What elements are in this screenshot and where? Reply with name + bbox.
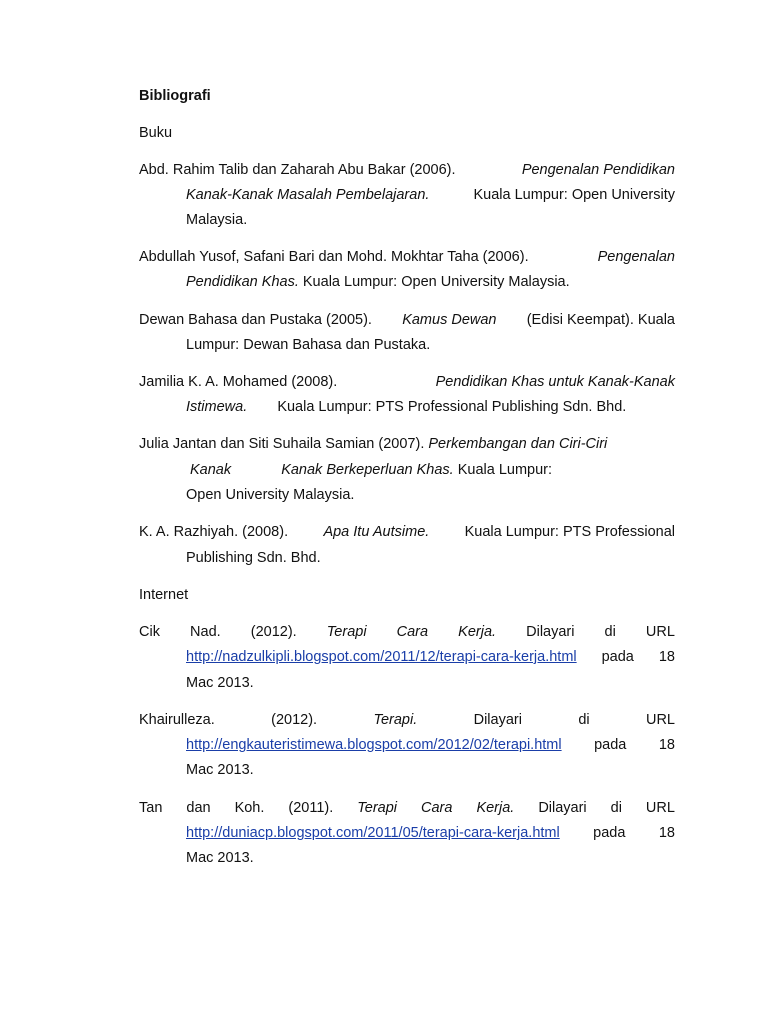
- ref-word: Dilayari: [526, 624, 575, 640]
- ref-word: Cara: [421, 800, 453, 816]
- ref-word: Cara: [396, 624, 429, 640]
- ref-title: Apa Itu Autsime.: [323, 524, 430, 540]
- ref-title: Kanak Berkeperluan Khas.: [281, 462, 454, 478]
- ref-title: Pendidikan Khas.: [186, 274, 299, 290]
- ref-publisher: Kuala Lumpur: Open University: [473, 187, 675, 203]
- ref-word: Koh.: [234, 800, 265, 816]
- reference-7-line-2: [186, 649, 675, 665]
- reference-8-line-1: [139, 712, 675, 728]
- ref-word: pada: [601, 649, 634, 665]
- ref-title: Pendidikan Khas untuk Kanak-Kanak: [435, 374, 675, 390]
- ref-word: Cik: [139, 624, 160, 640]
- ref-word: (2011).: [288, 800, 334, 816]
- reference-6-line-1: [139, 524, 675, 540]
- ref-word: Kerja.: [458, 624, 497, 640]
- reference-5-line-2: [190, 462, 552, 478]
- reference-5-line-3: Open University Malaysia.: [186, 487, 355, 503]
- ref-word: 18: [658, 737, 675, 753]
- reference-3-line-2: Lumpur: Dewan Bahasa dan Pustaka.: [186, 337, 431, 353]
- reference-7-url-link[interactable]: http://nadzulkipli.blogspot.com/2011/12/terapi-cara-kerja.html: [186, 649, 577, 665]
- ref-word: di: [604, 624, 616, 640]
- reference-1-line-1: [139, 162, 675, 178]
- ref-edition: (Edisi Keempat). Kuala: [526, 312, 675, 328]
- reference-9-line-1: [139, 800, 675, 816]
- ref-word: dan: [186, 800, 211, 816]
- ref-publisher: Kuala Lumpur: Open University Malaysia.: [302, 274, 570, 290]
- ref-author: Jamilia K. A. Mohamed (2008).: [139, 374, 338, 390]
- reference-8-url-link[interactable]: http://engkauteristimewa.blogspot.com/2012/02/terapi.html: [186, 737, 562, 753]
- ref-word: di: [610, 800, 622, 816]
- reference-7-line-1: [139, 624, 675, 640]
- ref-publisher: Kuala Lumpur: PTS Professional Publishing Sdn. Bhd.: [277, 399, 627, 415]
- page-title: Bibliografi: [139, 88, 211, 104]
- ref-word: pada: [593, 825, 626, 841]
- ref-word: Terapi.: [373, 712, 418, 728]
- ref-publisher: Kuala Lumpur: PTS Professional: [464, 524, 675, 540]
- reference-4-line-2: [186, 399, 626, 415]
- ref-author: Dewan Bahasa dan Pustaka (2005).: [139, 312, 372, 328]
- reference-5-line-1: [139, 436, 607, 452]
- ref-word: Dilayari: [538, 800, 587, 816]
- reference-4-line-1: [139, 374, 675, 390]
- ref-word: Kerja.: [476, 800, 515, 816]
- section-heading-internet: Internet: [139, 587, 189, 603]
- ref-word: Terapi: [357, 800, 398, 816]
- ref-title: Kanak: [190, 462, 232, 478]
- ref-publisher: Kuala Lumpur:: [457, 462, 553, 478]
- ref-word: Tan: [139, 800, 163, 816]
- ref-title: Istimewa.: [186, 399, 248, 415]
- ref-word: (2012).: [271, 712, 318, 728]
- reference-9-line-2: [186, 825, 675, 841]
- ref-word: Nad.: [190, 624, 221, 640]
- ref-word: di: [578, 712, 590, 728]
- ref-author: K. A. Razhiyah. (2008).: [139, 524, 289, 540]
- reference-2-line-2: [186, 274, 570, 290]
- reference-9-url-link[interactable]: http://duniacp.blogspot.com/2011/05/terapi-cara-kerja.html: [186, 825, 560, 841]
- reference-7-line-3: Mac 2013.: [186, 675, 254, 691]
- ref-word: Khairulleza.: [139, 712, 215, 728]
- reference-2-line-1: [139, 249, 675, 265]
- ref-word: 18: [658, 649, 675, 665]
- ref-word: Terapi: [326, 624, 367, 640]
- reference-8-line-2: [186, 737, 675, 753]
- ref-title: Pengenalan: [597, 249, 675, 265]
- ref-word: 18: [658, 825, 675, 841]
- ref-title: Perkembangan dan Ciri-Ciri: [428, 436, 608, 452]
- ref-author: Abdullah Yusof, Safani Bari dan Mohd. Mokhtar Taha (2006).: [139, 249, 529, 265]
- reference-1-line-3: Malaysia.: [186, 212, 248, 228]
- reference-6-line-2: Publishing Sdn. Bhd.: [186, 550, 321, 566]
- ref-word: URL: [645, 712, 675, 728]
- reference-3-line-1: [139, 312, 675, 328]
- section-heading-buku: Buku: [139, 125, 173, 141]
- ref-author: Abd. Rahim Talib dan Zaharah Abu Bakar (2006).: [139, 162, 456, 178]
- ref-word: URL: [645, 624, 675, 640]
- ref-word: (2012).: [250, 624, 297, 640]
- ref-word: pada: [594, 737, 627, 753]
- ref-word: URL: [645, 800, 675, 816]
- ref-title: Kanak-Kanak Masalah Pembelajaran.: [186, 187, 430, 203]
- ref-author: Julia Jantan dan Siti Suhaila Samian (2007).: [139, 436, 425, 452]
- ref-title: Kamus Dewan: [402, 312, 497, 328]
- reference-9-line-3: Mac 2013.: [186, 850, 254, 866]
- reference-1-line-2: [186, 187, 675, 203]
- ref-word: Dilayari: [473, 712, 522, 728]
- ref-title: Pengenalan Pendidikan: [521, 162, 675, 178]
- reference-8-line-3: Mac 2013.: [186, 762, 254, 778]
